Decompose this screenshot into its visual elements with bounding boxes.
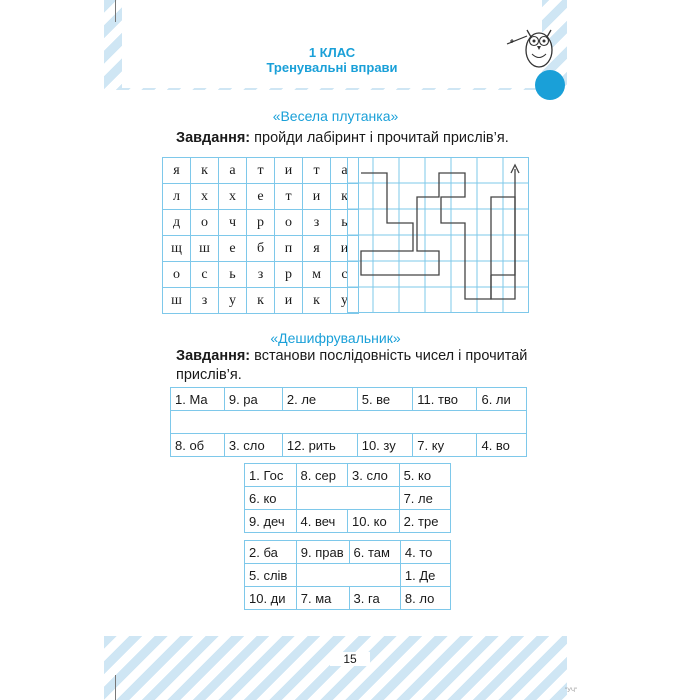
letter-cell: щ (163, 236, 191, 262)
letter-cell: х (191, 184, 219, 210)
syllable-cell: 1. Ма (171, 388, 225, 411)
table-gap-row (171, 411, 527, 434)
letter-cell: о (191, 210, 219, 236)
syllable-cell: 2. ле (282, 388, 357, 411)
section-title-maze: «Весела плутанка» (272, 108, 399, 124)
table-row (245, 541, 451, 564)
syllable-cell: 5. ко (399, 464, 450, 487)
syllable-card-a (244, 463, 451, 533)
grade-label: 1 КЛАС (308, 45, 356, 60)
letter-cell: о (163, 262, 191, 288)
task-text: встанови послідовність чисел і прочитай прислів’я. (176, 348, 528, 383)
table-row (171, 388, 527, 411)
syllable-table (170, 387, 527, 457)
maze-path (361, 173, 515, 299)
letter-cell: з (247, 262, 275, 288)
letter-cell: ь (219, 262, 247, 288)
syllable-cell: 3. сло (348, 464, 400, 487)
letter-cell: т (247, 158, 275, 184)
syllable-cell: 7. ма (296, 587, 349, 610)
letter-cell: к (247, 288, 275, 314)
task-text: пройди лабіринт і прочитай прислів’я. (250, 130, 509, 146)
syllable-cell: 8. сер (296, 464, 347, 487)
maze-grid (347, 157, 529, 313)
letter-cell: к (303, 288, 331, 314)
syllable-cell: 8. об (171, 434, 225, 457)
letter-row (163, 262, 359, 288)
syllable-cell: 10. ко (348, 510, 400, 533)
letter-cell: ш (163, 288, 191, 314)
blank-cell (296, 564, 400, 587)
table-row (245, 464, 451, 487)
table-row (245, 587, 451, 610)
letter-row (163, 288, 359, 314)
letter-cell: е (219, 236, 247, 262)
syllable-cell: 6. ко (245, 487, 297, 510)
syllable-cell: 8. ло (400, 587, 450, 610)
letter-cell: з (303, 210, 331, 236)
syllable-cell: 4. веч (296, 510, 347, 533)
letter-cell: е (247, 184, 275, 210)
letter-grid (162, 157, 359, 314)
letter-row (163, 184, 359, 210)
task-label: Завдання: (176, 348, 251, 364)
table-row (171, 434, 527, 457)
table-row (245, 487, 451, 510)
letter-row (163, 236, 359, 262)
letter-cell: т (275, 184, 303, 210)
blank-cell (296, 487, 399, 510)
letter-cell: и (303, 184, 331, 210)
letter-cell: я (163, 158, 191, 184)
syllable-cell: 1. Гос (245, 464, 297, 487)
letter-cell: д (163, 210, 191, 236)
maze-grid-lines (347, 157, 529, 313)
syllable-cell: 4. во (477, 434, 527, 457)
table-row (245, 564, 451, 587)
letter-cell: б (247, 236, 275, 262)
letter-cell: ш (191, 236, 219, 262)
syllable-cell: 10. зу (357, 434, 413, 457)
letter-cell: у (331, 288, 359, 314)
letter-cell: ь (331, 210, 359, 236)
letter-cell: и (275, 288, 303, 314)
letter-cell: а (331, 158, 359, 184)
syllable-cell: 11. тво (413, 388, 477, 411)
letter-cell: с (191, 262, 219, 288)
task-maze (176, 129, 509, 148)
syllable-cell: 4. то (400, 541, 450, 564)
syllable-cell: 10. ди (245, 587, 297, 610)
letter-cell: п (275, 236, 303, 262)
section-title-decoder: «Дешифрувальник» (270, 330, 401, 346)
syllable-cell: 7. ку (413, 434, 477, 457)
letter-cell: р (275, 262, 303, 288)
letter-cell: л (163, 184, 191, 210)
syllable-cell: 3. сло (224, 434, 282, 457)
blue-ball (535, 70, 565, 100)
letter-cell: х (219, 184, 247, 210)
syllable-cell: 5. слів (245, 564, 297, 587)
page-number: 15 (330, 652, 370, 666)
task-label: Завдання: (176, 130, 251, 146)
syllable-cell: 6. ли (477, 388, 527, 411)
letter-cell: т (303, 158, 331, 184)
letter-cell: р (247, 210, 275, 236)
letter-cell: и (275, 158, 303, 184)
syllable-cell: 6. там (349, 541, 400, 564)
owl-mascot-icon (505, 16, 555, 78)
syllable-cell: 9. прав (296, 541, 349, 564)
letter-row (163, 210, 359, 236)
letter-cell: с (331, 262, 359, 288)
letter-cell: м (303, 262, 331, 288)
header-margin-line (115, 0, 116, 22)
footer-margin-line (115, 675, 116, 700)
syllable-cell: 7. ле (399, 487, 450, 510)
syllable-cell: 9. деч (245, 510, 297, 533)
task-decoder (176, 347, 536, 385)
letter-cell: у (219, 288, 247, 314)
letter-cell: о (275, 210, 303, 236)
letter-row (163, 158, 359, 184)
syllable-cell: 3. га (349, 587, 400, 610)
header-subtitle: Тренувальні вправи (266, 60, 398, 75)
table-row (245, 510, 451, 533)
syllable-cell: 5. ве (357, 388, 413, 411)
letter-cell: к (191, 158, 219, 184)
letter-cell: я (303, 236, 331, 262)
footer-stripes (104, 636, 567, 700)
letter-cell: к (331, 184, 359, 210)
syllable-cell: 2. ба (245, 541, 297, 564)
syllable-cell: 2. тре (399, 510, 450, 533)
letter-cell: и (331, 236, 359, 262)
letter-cell: а (219, 158, 247, 184)
syllable-card-b (244, 540, 451, 610)
syllable-cell: 9. ра (224, 388, 282, 411)
footer-code: "УЧ" (565, 688, 578, 694)
syllable-cell: 12. рить (282, 434, 357, 457)
letter-cell: з (191, 288, 219, 314)
syllable-cell: 1. Де (400, 564, 450, 587)
letter-cell: ч (219, 210, 247, 236)
